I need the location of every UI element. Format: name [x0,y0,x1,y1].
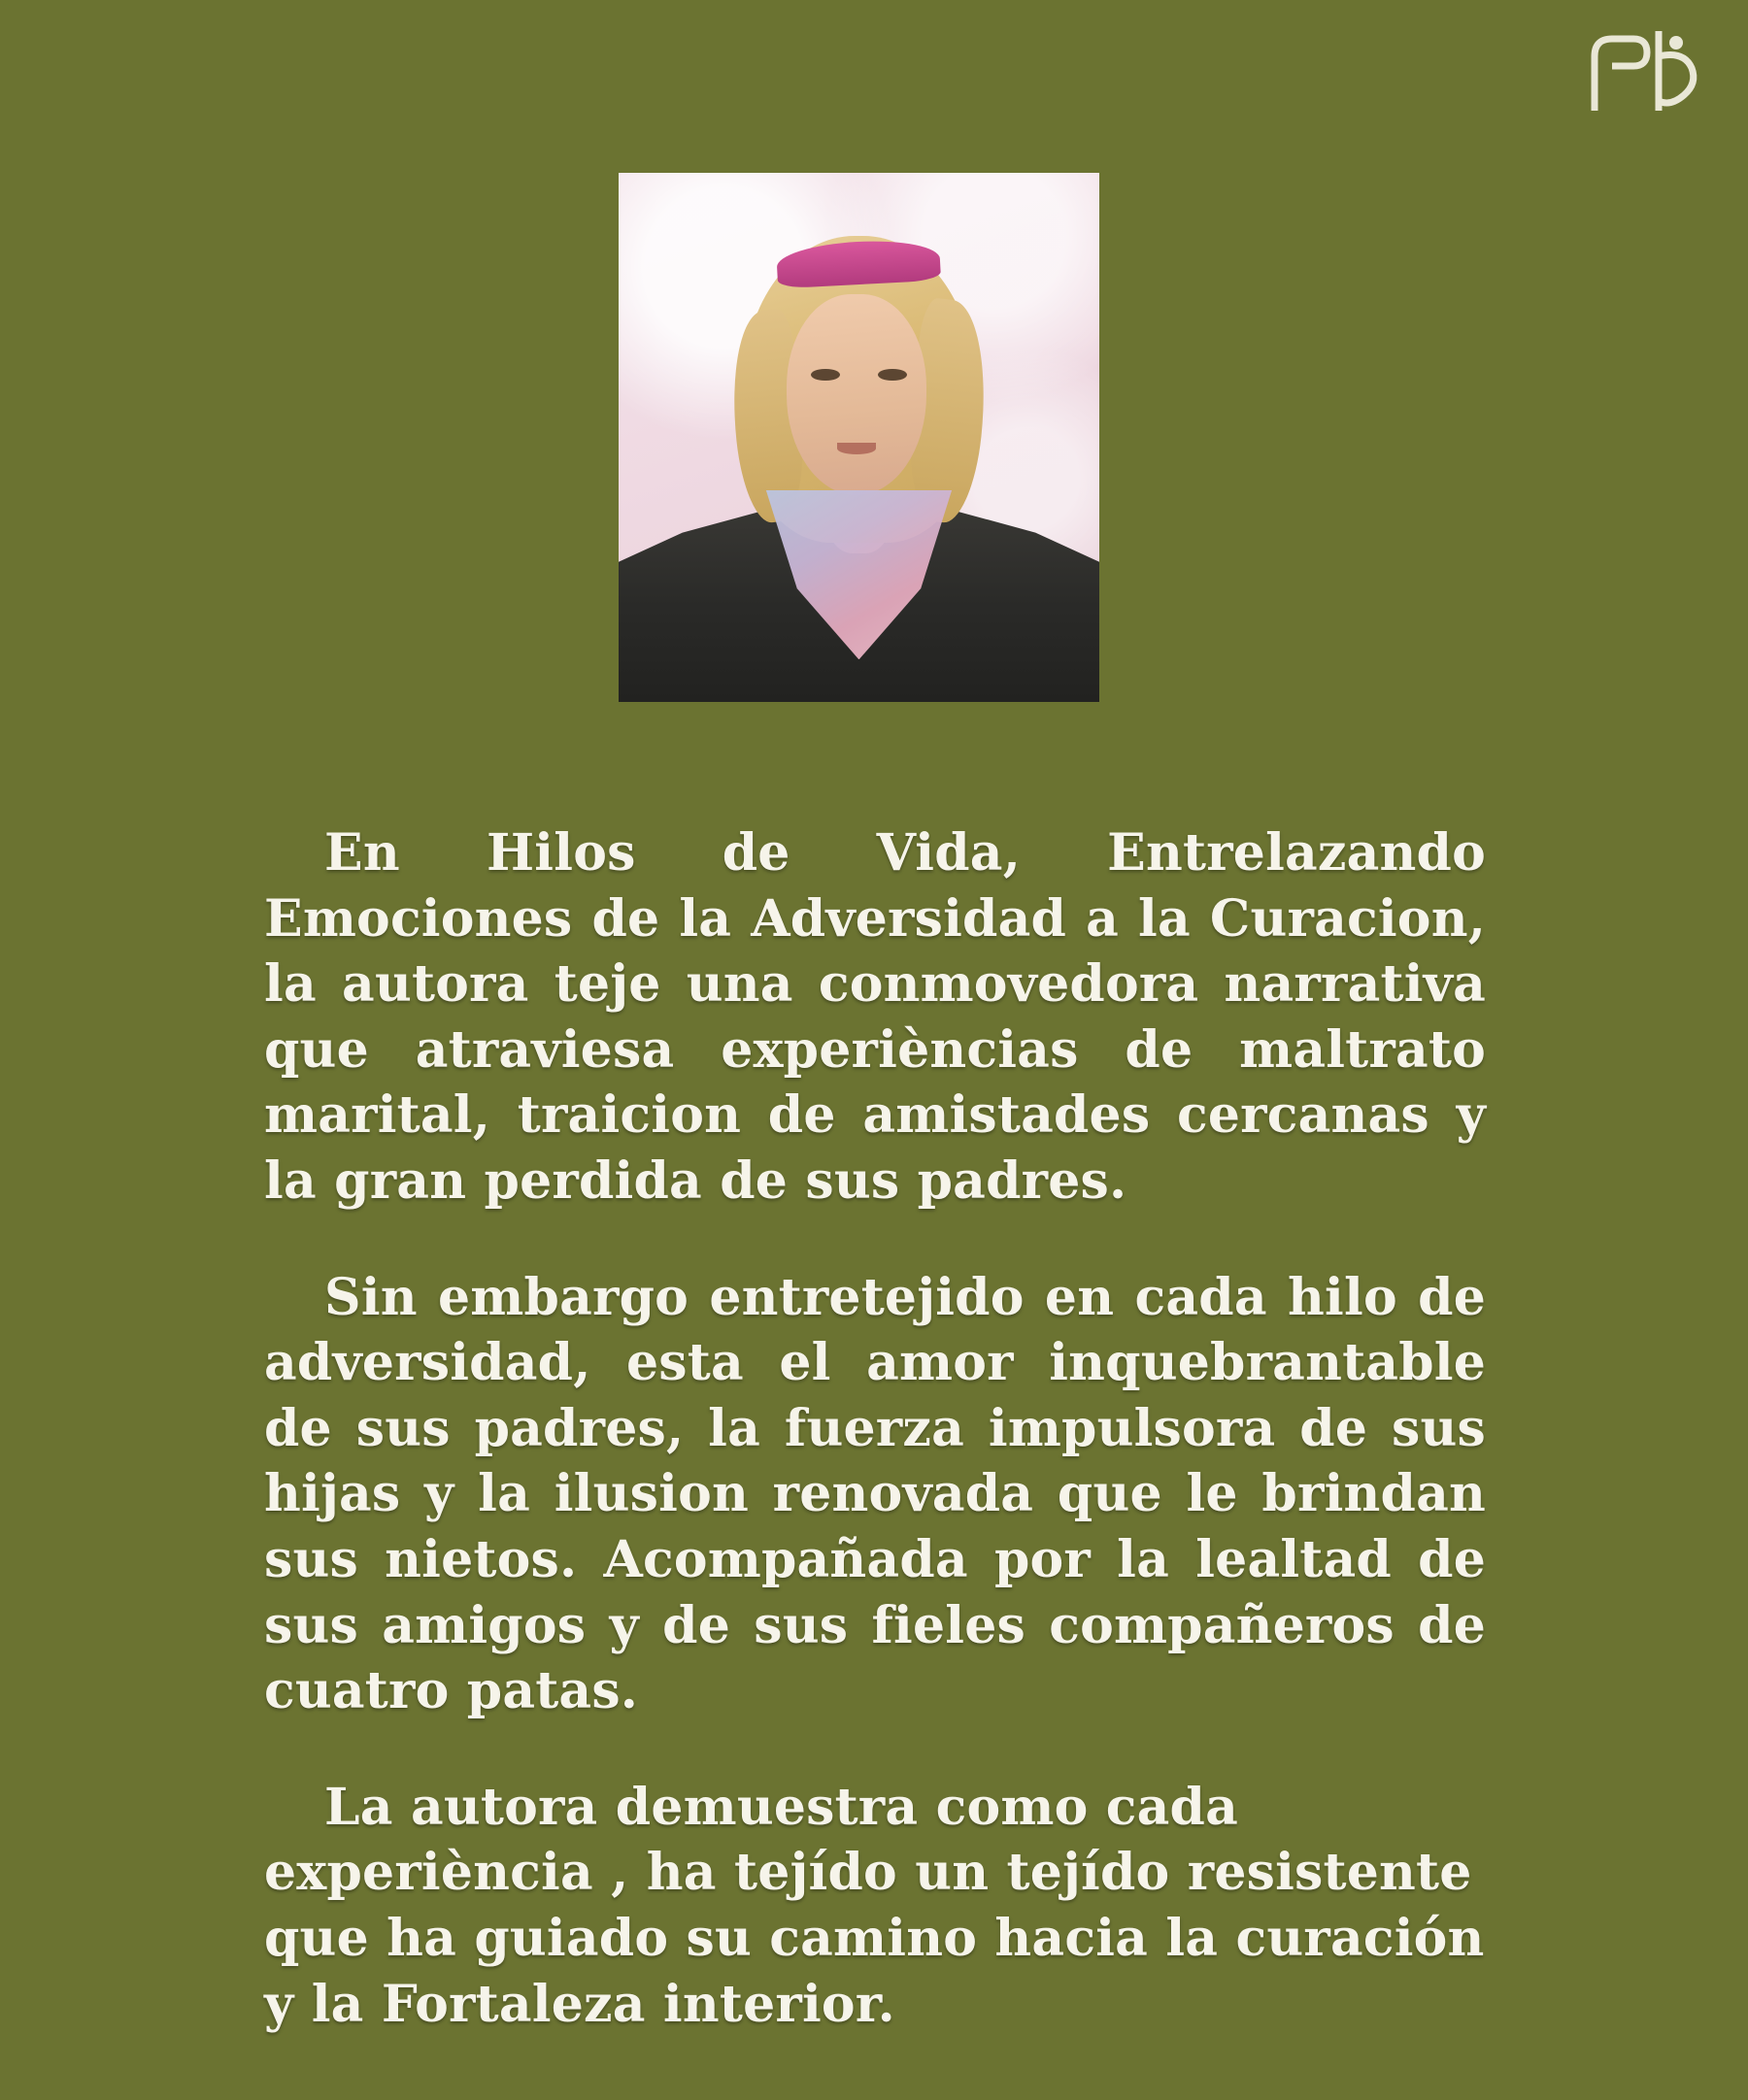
blurb-paragraph-3: La autora demuestra como cada experiència , ha tejído un tejído resistente que ha guiado su camino hacia la curación y la Fortaleza interior. [264,1777,1485,2034]
portrait-mouth [837,443,876,454]
publisher-logo [1583,17,1707,124]
blurb-paragraph-1: En Hilos de Vida, Entrelazando Emociones de la Adversidad a la Curacion, la autora teje una conmovedora narrativa que atraviesa experièncias de maltrato marital, traicion de amistades cercanas y la gran perdida de sus padres. [264,823,1486,1211]
back-cover-blurb [264,820,1486,2037]
portrait-sunglasses [776,237,941,287]
author-portrait-image [619,173,1099,702]
blurb-paragraph-2: Sin embargo entretejido en cada hilo de adversidad, esta el amor inquebrantable de sus padres, la fuerza impulsora de sus hijas y la ilusion renovada que le brindan sus nietos. Acompañada por la lealtad de sus amigos y de sus fieles compañeros de cuatro patas. [264,1267,1486,1721]
portrait-eye-left [811,369,840,382]
author-portrait [619,173,1099,702]
portrait-face [787,294,926,495]
portrait-eye-right [878,369,907,382]
